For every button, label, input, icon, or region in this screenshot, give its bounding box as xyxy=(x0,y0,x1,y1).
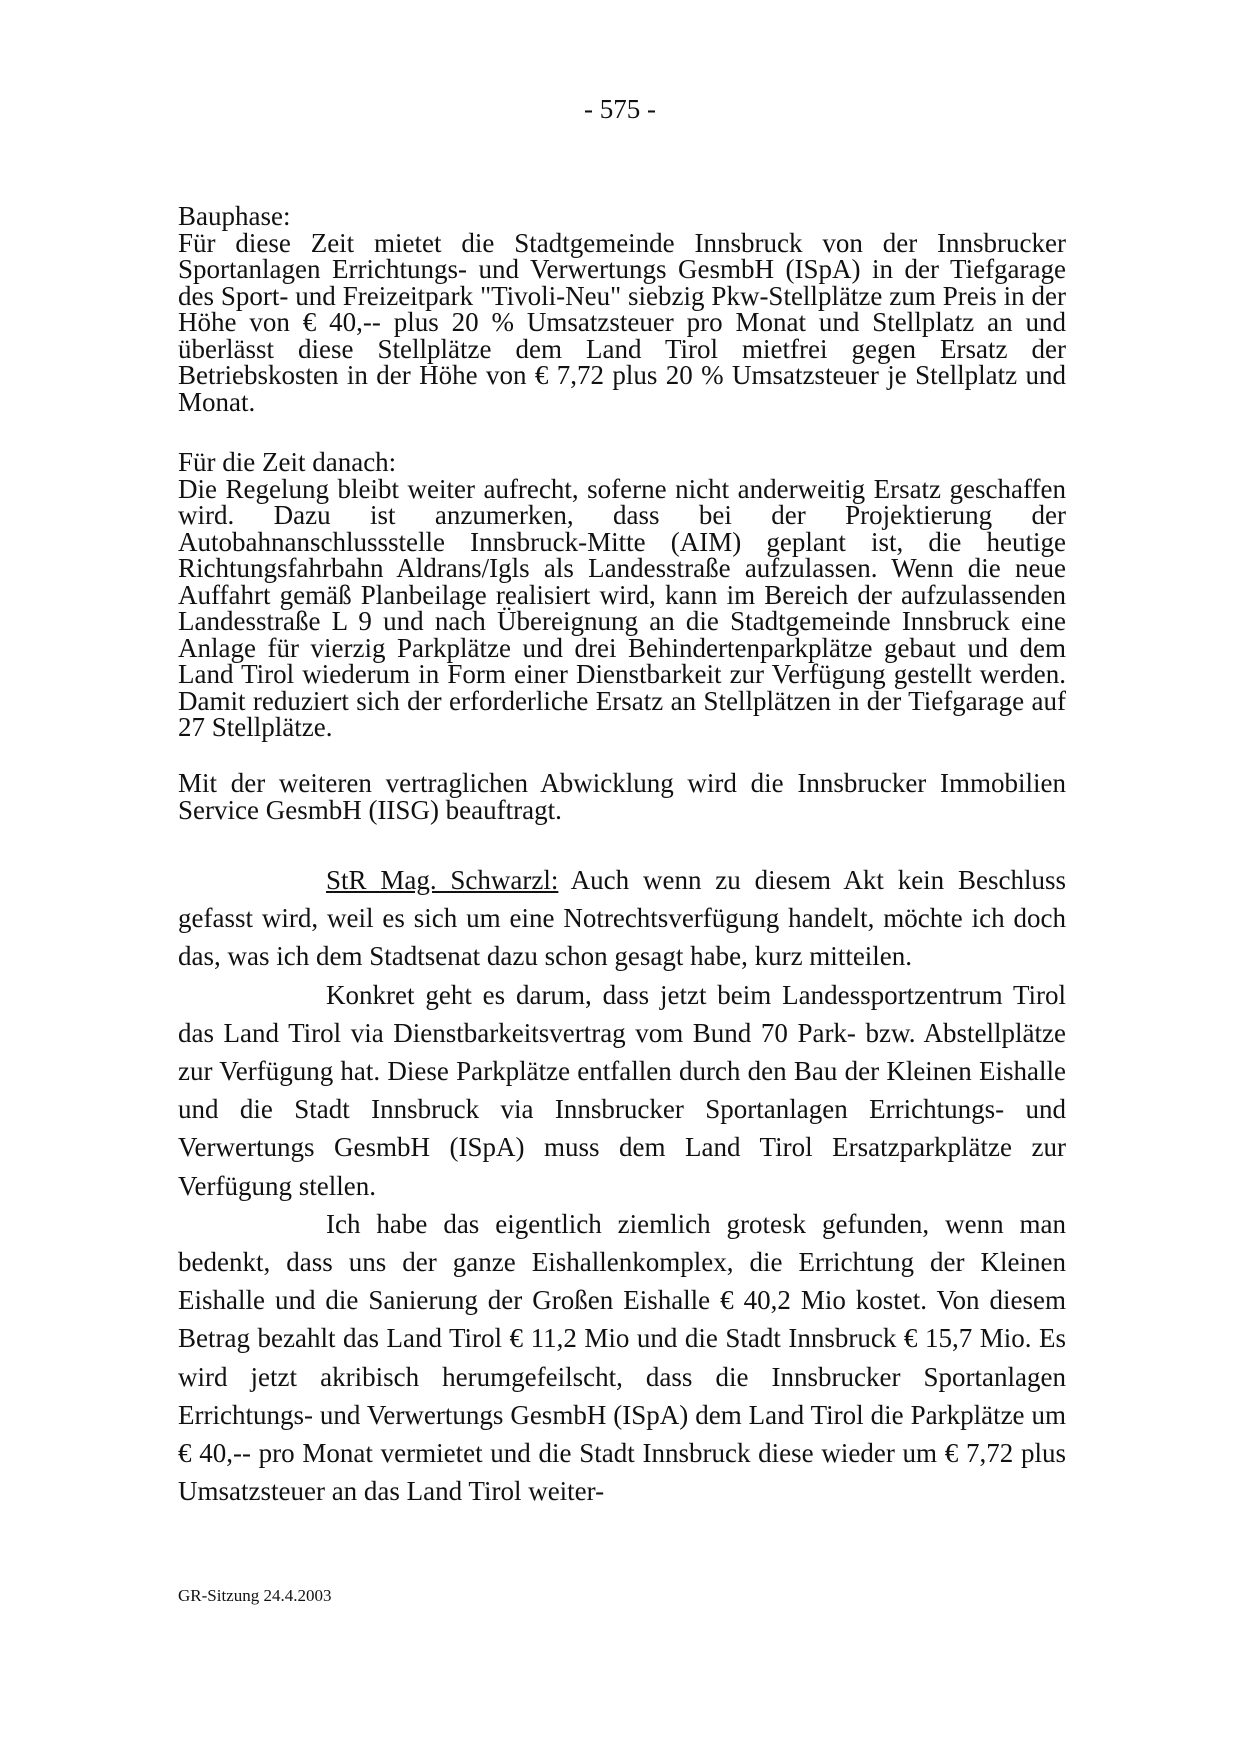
page-number: - 575 - xyxy=(584,94,656,124)
speech xyxy=(178,861,1066,1510)
section-text-abwicklung: Mit der weiteren vertraglichen Abwicklung wird die Innsbrucker Immobilien Service GesmbH (IISG) beauftragt. xyxy=(178,768,1066,825)
section-abwicklung xyxy=(178,770,1066,823)
footer-session-date: GR-Sitzung 24.4.2003 xyxy=(178,1586,332,1605)
section-danach xyxy=(178,449,1066,741)
section-heading-bauphase: Bauphase: xyxy=(178,201,291,231)
speech-paragraph-1 xyxy=(178,861,1066,976)
section-heading-danach: Für die Zeit danach: xyxy=(178,447,397,477)
section-text-bauphase: Für diese Zeit mietet die Stadtgemeinde Innsbruck von der Innsbrucker Sportanlagen Errichtungs- und Verwertungs GesmbH (ISpA) in der Tiefgarage des Sport- und Freizeitpark "Tivoli-Neu" siebzig Pkw-Stellplätze zum Preis in der Höhe von € 40,-- plus 20 % Umsatzsteuer pro Monat und Stellplatz an und überlässt diese Stellplätze dem Land Tirol mietfrei gegen Ersatz der Betriebskosten in der Höhe von € 7,72 plus 20 % Umsatzsteuer je Stellplatz und Monat. xyxy=(178,227,1066,417)
section-text-danach: Die Regelung bleibt weiter aufrecht, soferne nicht anderweitig Ersatz geschaffen wird. Dazu ist anzumerken, dass bei der Projektierung der Autobahnanschlussstelle Innsbruck-Mitte (AIM) geplant ist, die heutige Richtungsfahrbahn Aldrans/Igls als Landesstraße aufzulassen. Wenn die neue Auffahrt gemäß Planbeilage realisiert wird, kann im Bereich der aufzulassenden Landesstraße L 9 und nach Übereignung an die Stadtgemeinde Innsbruck eine Anlage für vierzig Parkplätze und drei Behindertenparkplätze gebaut und dem Land Tirol wiederum in Form einer Dienstbarkeit zur Verfügung gestellt werden. Damit reduziert sich der erforderliche Ersatz an Stellplätzen in der Tiefgarage auf 27 Stellplätze. xyxy=(178,473,1066,742)
speech-paragraph-1-text: Auch wenn zu diesem Akt kein Beschluss gefasst wird, weil es sich um eine Notrechtsverfügung handelt, möchte ich doch das, was ich dem Stadtsenat dazu schon gesagt habe, kurz mitteilen. xyxy=(178,865,1066,972)
speech-paragraph-2: Konkret geht es darum, dass jetzt beim Landessportzentrum Tirol das Land Tirol via Dienstbarkeitsvertrag vom Bund 70 Park- bzw. Abstellplätze zur Verfügung hat. Diese Parkplätze entfallen durch den Bau der Kleinen Eishalle und die Stadt Innsbruck via Innsbrucker Sportanlagen Errichtungs- und Verwertungs GesmbH (ISpA) muss dem Land Tirol Ersatzparkplätze zur Verfügung stellen. xyxy=(178,979,1066,1201)
section-bauphase xyxy=(178,203,1066,415)
speaker-name: StR Mag. Schwarzl: xyxy=(326,865,559,895)
speech-paragraph-3: Ich habe das eigentlich ziemlich grotesk gefunden, wenn man bedenkt, dass uns der ganze Eishallenkomplex, die Errichtung der Kleinen Eishalle und die Sanierung der Großen Eishalle € 40,2 Mio kostet. Von diesem Betrag bezahlt das Land Tirol € 11,2 Mio und die Stadt Innsbruck € 15,7 Mio. Es wird jetzt akribisch herumgefeilscht, dass die Innsbrucker Sportanlagen Errichtungs- und Verwertungs GesmbH (ISpA) dem Land Tirol die Parkplätze um € 40,-- pro Monat vermietet und die Stadt Innsbruck diese wieder um € 7,72 plus Umsatzsteuer an das Land Tirol weiter- xyxy=(178,1208,1066,1507)
